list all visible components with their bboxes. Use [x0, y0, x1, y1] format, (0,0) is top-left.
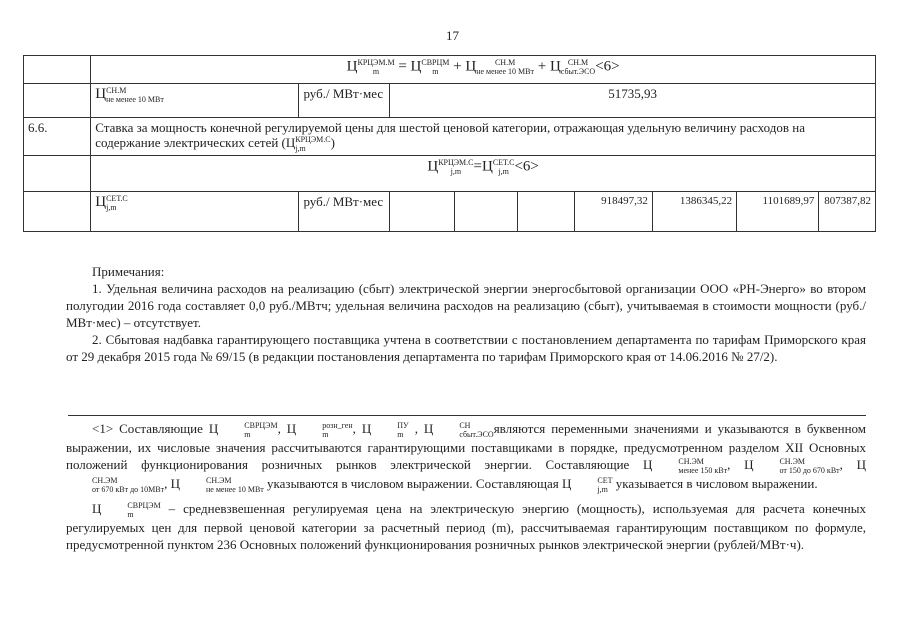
formula-cell: Ц КРЦЭМ.С j,m =Ц СЕТ.С j,m <6> [91, 156, 876, 192]
table-row [24, 192, 876, 232]
value-cell: 1386345,22 [652, 192, 736, 232]
value-cell: 918497,32 [574, 192, 652, 232]
row-description: Ставка за мощность конечной регулируемой цены для шестой ценовой категории, отражающая удельную величину расходов на содержание электрических сетей (Ц КРЦЭМ.С j,m ) [91, 118, 876, 156]
footnote-paragraph: Ц СВРЦЭМ m – средневзвешенная регулируемая цена на электрическую энергию (мощность), используемая для расчета конечных регулируемых цен для первой ценовой категории за расчетный период (m), рассчитываемая гарантирующим поставщиком по формуле, предусмотренной пунктом 236 Основных положений функционирования розничных рынков электрической энергии (рублей/МВт·ч). [66, 501, 866, 553]
unit-cell: руб./ МВт·мес [299, 84, 390, 118]
value-cell: 51735,93 [390, 84, 876, 118]
footnote-divider [68, 415, 866, 416]
value-cell: 1101689,97 [737, 192, 819, 232]
footnote-section [66, 420, 866, 553]
unit-cell: руб./ МВт·мес [299, 192, 390, 232]
value-cell: 807387,82 [819, 192, 876, 232]
note-paragraph: 1. Удельная величина расходов на реализацию (сбыт) электрической энергии энергосбытовой организации ООО «РН-Энерго» во втором полугодии 2016 года составляет 0,0 руб./МВтч; удельная величина расходов на реализацию (сбыт), учитываемая в стоимости мощности (руб./МВт·мес) – отсутствует. [66, 281, 866, 330]
tariff-table [23, 55, 876, 232]
symbol-cell: Ц СЕТ.С j,m [91, 192, 299, 232]
table-row [24, 118, 876, 156]
table-row [24, 156, 876, 192]
table-row [24, 84, 876, 118]
formula-cell: Ц КРЦЭМ.М m = Ц СВРЦМ m + Ц СН.М не менее 10 МВт + Ц СН.М сбыт.ЭСО <6> [91, 56, 876, 84]
page-number: 17 [446, 28, 459, 43]
table-row [24, 56, 876, 84]
footnote-paragraph: <1> Составляющие Ц СВРЦЭМ m , Ц розн_ген m , Ц ПУ m , Ц СН сбыт.ЭСО являются переменными значениями и указываются в буквенном выражении, их числовые значения рассчитываются гарантирующими поставщиками в порядке, предусмотренном разделом XII Основных положений функционирования розничных рынков электрической энергии. Составляющие Ц СН.ЭМ менее 150 кВт , Ц СН.ЭМ от 150 до 670 кВт , Ц СН.ЭМ от 670 кВт до 10МВт , Ц СН.ЭМ не менее 10 МВт указываются в числовом выражении. Составляющая Ц СЕТ j,m указывается в числовом выражении. [66, 421, 867, 495]
notes-title: Примечания: [92, 264, 165, 279]
note-paragraph: 2. Сбытовая надбавка гарантирующего поставщика учтена в соответствии с постановлением департамента по тарифам Приморского края от 29 декабря 2015 года № 69/15 (в редакции постановления департамента по тарифам Приморского края от 14.06.2016 № 27/2). [66, 332, 866, 364]
notes-section [66, 263, 866, 365]
row-number: 6.6. [24, 118, 91, 156]
symbol-cell: Ц СН.М не менее 10 МВт [91, 84, 299, 118]
